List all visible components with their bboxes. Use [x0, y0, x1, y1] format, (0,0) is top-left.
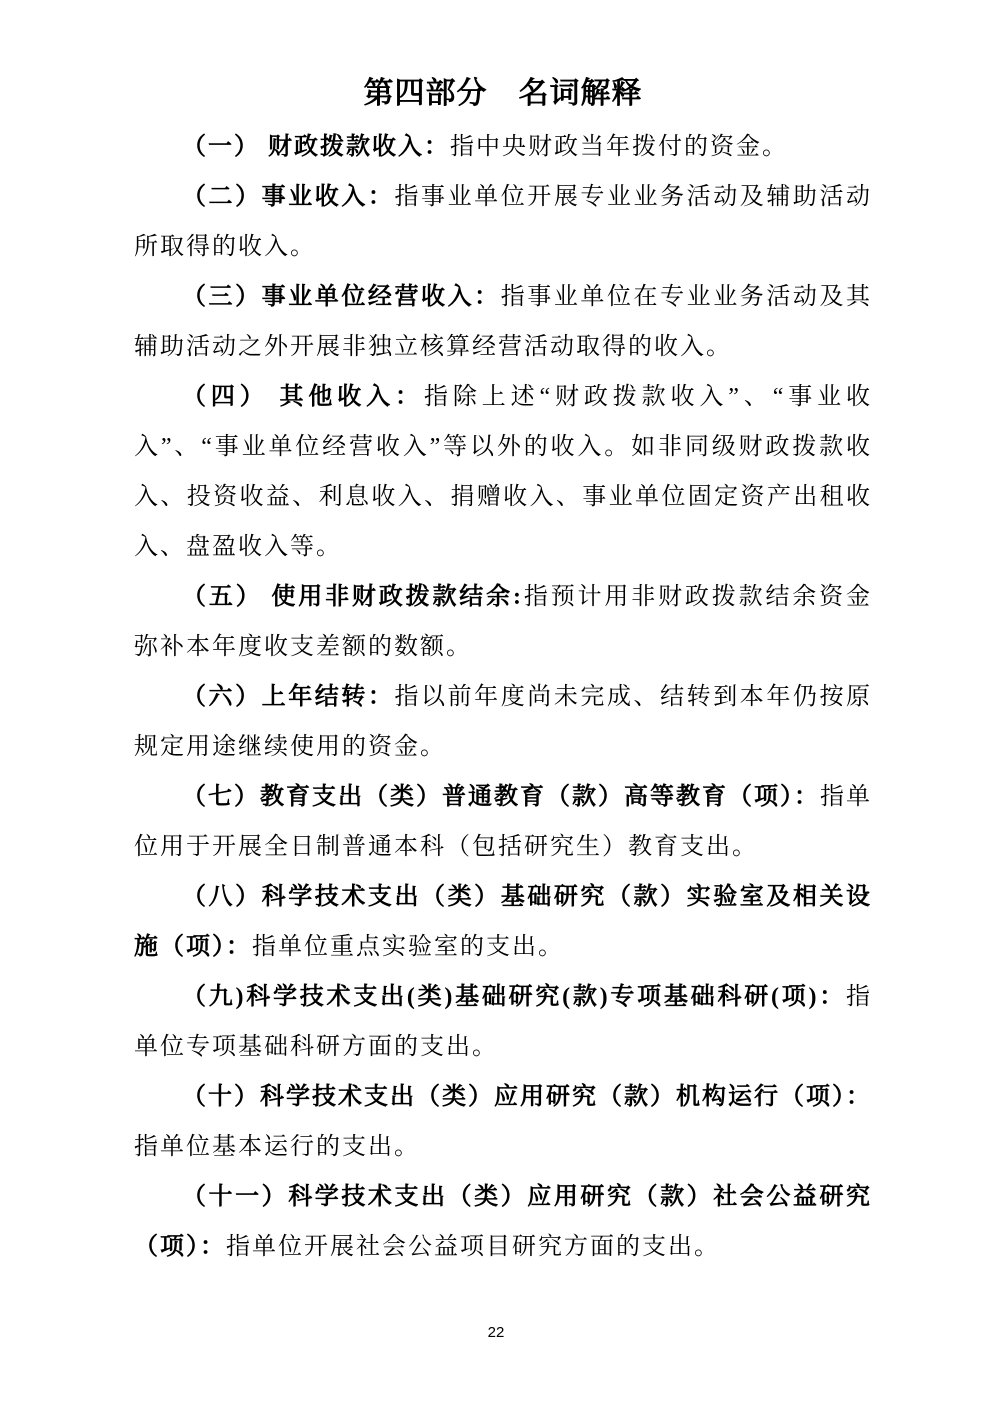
- glossary-item: [134, 1172, 872, 1272]
- term-definition: 指预计用非财政拨款结余资金弥补本年度收支差额的数额。: [134, 584, 872, 660]
- term-label: （十）科学技术支出（类）应用研究（款）机构运行（项）：: [182, 1084, 872, 1110]
- term-label: （一） 财政拨款收入：: [182, 134, 450, 160]
- glossary-item: [134, 572, 872, 672]
- page-number: 22: [487, 1324, 505, 1341]
- glossary-item: [134, 872, 872, 972]
- term-definition: 指单位基本运行的支出。: [134, 1134, 420, 1160]
- glossary-item: [134, 772, 872, 872]
- page-title: 第四部分 名词解释: [363, 77, 643, 110]
- term-definition: 指以前年度尚未完成、结转到本年仍按原规定用途继续使用的资金。: [134, 684, 873, 760]
- term-label: （七）教育支出（类）普通教育（款）高等教育（项）：: [182, 784, 820, 810]
- term-definition: 指单位用于开展全日制普通本科（包括研究生）教育支出。: [134, 784, 872, 860]
- term-label: （八）科学技术支出（类）基础研究（款）实验室及相关设施（项）：: [134, 884, 872, 960]
- glossary-item: [134, 272, 872, 372]
- glossary-item: [134, 672, 872, 772]
- term-label: （六）上年结转：: [182, 684, 395, 710]
- glossary-item: [134, 122, 872, 172]
- term-label: （三）事业单位经营收入：: [182, 284, 501, 310]
- term-definition: 指事业单位在专业业务活动及其辅助活动之外开展非独立核算经营活动取得的收入。: [134, 284, 873, 360]
- term-definition: 指中央财政当年拨付的资金。: [450, 134, 788, 160]
- term-definition: 指除上述“财政拨款收入”、“事业收入”、“事业单位经营收入”等以外的收入。如非同级财政拨款收入、投资收益、利息收入、捐赠收入、事业单位固定资产出租收入、盘盈收入等。: [134, 384, 872, 560]
- glossary-item: [134, 372, 872, 572]
- term-label: （九)科学技术支出(类)基础研究(款)专项基础科研(项)：: [182, 984, 846, 1010]
- document-body: [134, 66, 872, 1272]
- term-definition: 指单位重点实验室的支出。: [252, 934, 564, 960]
- term-definition: 指单位开展社会公益项目研究方面的支出。: [226, 1234, 720, 1260]
- term-label: （十一）科学技术支出（类）应用研究（款）社会公益研究（项）：: [134, 1184, 872, 1260]
- term-label: （二）事业收入：: [182, 184, 395, 210]
- term-definition: 指单位专项基础科研方面的支出。: [134, 984, 872, 1060]
- term-label: （四） 其他收入：: [182, 384, 424, 410]
- glossary-item: [134, 972, 872, 1072]
- glossary-item: [134, 172, 872, 272]
- term-label: （五） 使用非财政拨款结余:: [182, 584, 523, 610]
- glossary-item: [134, 1072, 872, 1172]
- term-definition: 指事业单位开展专业业务活动及辅助活动所取得的收入。: [134, 184, 873, 260]
